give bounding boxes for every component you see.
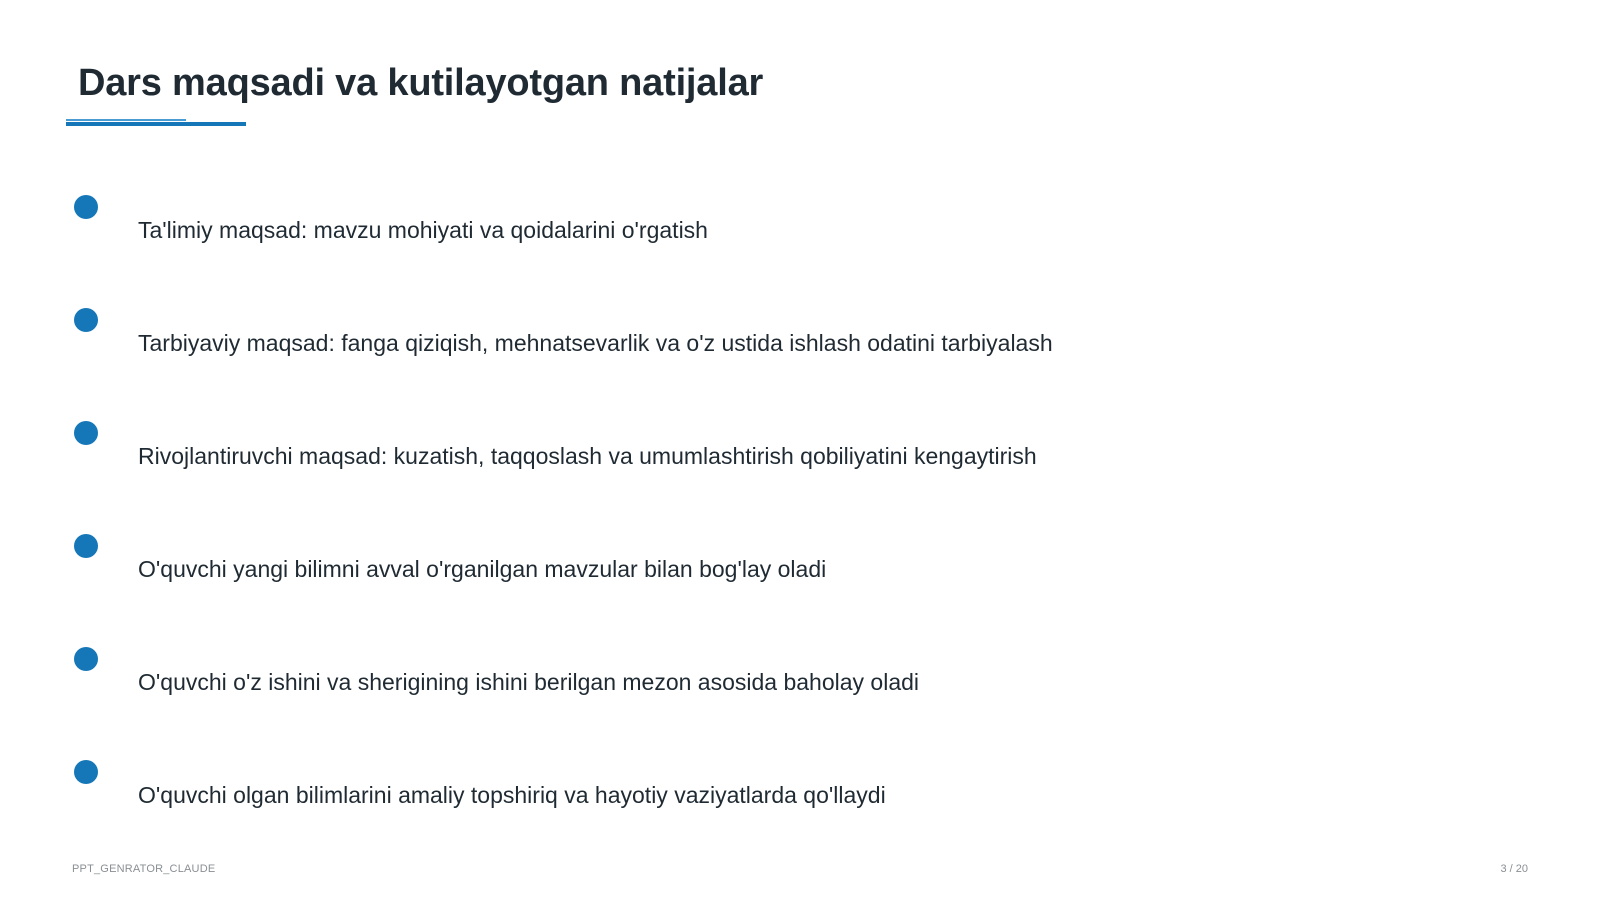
objective-text: Rivojlantiruvchi maqsad: kuzatish, taqqoslash va umumlashtirish qobiliyatini kengaytirish	[138, 443, 1037, 469]
objective-item	[0, 647, 1200, 707]
objective-text: O'quvchi olgan bilimlarini amaliy topshiriq va hayotiy vaziyatlarda qo'llaydi	[138, 782, 886, 808]
objective-item	[0, 534, 1200, 594]
objective-item	[0, 421, 1200, 481]
bullet-icon	[74, 760, 98, 784]
bullet-icon	[74, 647, 98, 671]
objective-text: O'quvchi o'z ishini va sherigining ishini berilgan mezon asosida baholay oladi	[138, 669, 920, 695]
page-number: 3 / 20	[1500, 863, 1528, 875]
objective-item	[0, 760, 1200, 820]
bullet-icon	[74, 195, 98, 219]
bullet-icon	[74, 308, 98, 332]
objective-text: O'quvchi yangi bilimni avval o'rganilgan mavzular bilan bog'lay oladi	[138, 556, 827, 582]
objective-text: Tarbiyaviy maqsad: fanga qiziqish, mehnatsevarlik va o'z ustida ishlash odatini tarbiyalash	[138, 330, 1053, 356]
objective-text: Ta'limiy maqsad: mavzu mohiyati va qoidalarini o'rgatish	[138, 217, 708, 243]
slide-title: Dars maqsadi va kutilayotgan natijalar	[78, 62, 764, 104]
bullet-icon	[74, 421, 98, 445]
objective-item	[0, 308, 1200, 368]
footer-label: PPT_GENRATOR_CLAUDE	[72, 863, 216, 875]
objective-item	[0, 195, 1200, 255]
bullet-icon	[74, 534, 98, 558]
